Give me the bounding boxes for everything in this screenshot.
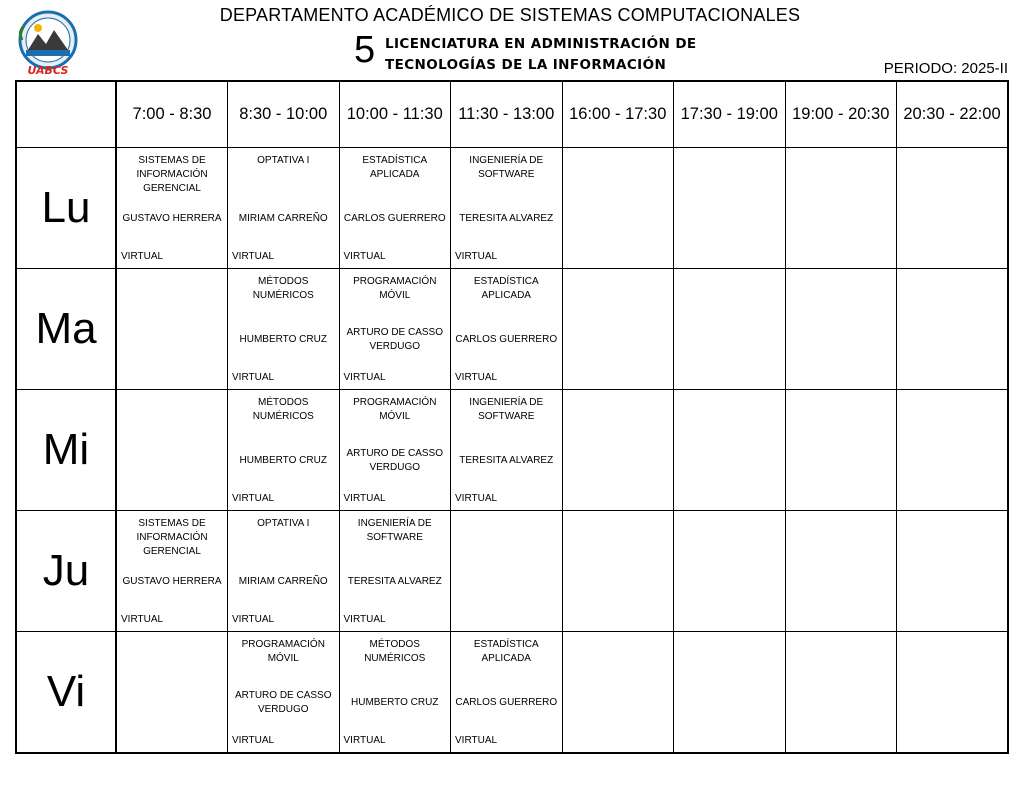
day-label: Ju bbox=[16, 511, 116, 632]
class-entry bbox=[340, 269, 451, 389]
department-title: DEPARTAMENTO ACADÉMICO DE SISTEMAS COMPUTACIONALES bbox=[219, 5, 801, 25]
class-slot bbox=[116, 511, 228, 632]
empty-slot bbox=[674, 632, 786, 754]
schedule-table bbox=[15, 80, 1009, 754]
teacher-name: CARLOS GUERRERO bbox=[343, 213, 446, 224]
class-slot bbox=[228, 632, 340, 754]
class-mode: VIRTUAL bbox=[343, 493, 386, 504]
subject-name: PROGRAMACIÓN MÓVIL bbox=[241, 639, 325, 664]
class-entry bbox=[451, 148, 562, 268]
semester-number: 5 bbox=[354, 29, 376, 71]
time-slot-header: 19:00 - 20:30 bbox=[785, 81, 897, 148]
teacher-name: ARTURO DE CASSO VERDUGO bbox=[235, 690, 332, 715]
teacher-name: CARLOS GUERRERO bbox=[455, 697, 558, 708]
empty-slot bbox=[562, 511, 674, 632]
subject-name: MÉTODOS NUMÉRICOS bbox=[252, 276, 314, 301]
day-row bbox=[16, 390, 1008, 511]
day-row bbox=[16, 632, 1008, 754]
empty-slot bbox=[785, 148, 897, 269]
class-entry bbox=[117, 511, 227, 631]
subject-name: SISTEMAS DE INFORMACIÓN GERENCIAL bbox=[136, 518, 208, 557]
day-label: Ma bbox=[16, 269, 116, 390]
class-entry bbox=[228, 148, 339, 268]
teacher-name: MIRIAM CARREÑO bbox=[238, 576, 328, 587]
class-slot bbox=[451, 390, 563, 511]
program-name-line-1: LICENCIATURA EN ADMINISTRACIÓN DE bbox=[385, 36, 697, 52]
empty-slot bbox=[116, 390, 228, 511]
class-mode: VIRTUAL bbox=[232, 372, 275, 383]
subject-name: INGENIERÍA DE SOFTWARE bbox=[469, 155, 544, 180]
class-entry bbox=[451, 269, 562, 389]
class-slot bbox=[339, 390, 451, 511]
class-mode: VIRTUAL bbox=[343, 735, 386, 746]
subject-name: INGENIERÍA DE SOFTWARE bbox=[357, 518, 432, 543]
time-slot-header: 10:00 - 11:30 bbox=[339, 81, 451, 148]
subject-name: ESTADÍSTICA APLICADA bbox=[473, 639, 539, 664]
class-slot bbox=[228, 269, 340, 390]
class-entry bbox=[228, 632, 339, 752]
subject-name: OPTATIVA I bbox=[257, 518, 310, 529]
class-slot bbox=[228, 511, 340, 632]
empty-slot bbox=[674, 269, 786, 390]
teacher-name: GUSTAVO HERRERA bbox=[122, 213, 222, 224]
time-slot-header: 7:00 - 8:30 bbox=[116, 81, 228, 148]
class-slot bbox=[116, 148, 228, 269]
class-mode: VIRTUAL bbox=[343, 372, 386, 383]
logo-text: UABCS bbox=[27, 64, 69, 77]
class-slot bbox=[339, 269, 451, 390]
subject-name: INGENIERÍA DE SOFTWARE bbox=[469, 397, 544, 422]
subject-name: ESTADÍSTICA APLICADA bbox=[362, 155, 428, 180]
class-mode: VIRTUAL bbox=[121, 251, 164, 262]
empty-slot bbox=[897, 511, 1009, 632]
class-mode: VIRTUAL bbox=[232, 493, 275, 504]
class-mode: VIRTUAL bbox=[232, 614, 275, 625]
class-entry bbox=[451, 632, 562, 752]
program-name bbox=[385, 34, 697, 76]
teacher-name: TERESITA ALVAREZ bbox=[459, 455, 554, 466]
empty-slot bbox=[897, 148, 1009, 269]
class-entry bbox=[451, 390, 562, 510]
time-slot-header: 11:30 - 13:00 bbox=[451, 81, 563, 148]
class-slot bbox=[228, 390, 340, 511]
class-entry bbox=[340, 511, 451, 631]
class-entry bbox=[228, 390, 339, 510]
empty-slot bbox=[562, 269, 674, 390]
teacher-name: GUSTAVO HERRERA bbox=[122, 576, 222, 587]
class-slot bbox=[228, 148, 340, 269]
subject-name: SISTEMAS DE INFORMACIÓN GERENCIAL bbox=[136, 155, 208, 194]
subject-name: MÉTODOS NUMÉRICOS bbox=[364, 639, 426, 664]
class-mode: VIRTUAL bbox=[232, 251, 275, 262]
class-slot bbox=[451, 632, 563, 754]
class-entry bbox=[228, 269, 339, 389]
class-entry bbox=[340, 390, 451, 510]
subject-name: ESTADÍSTICA APLICADA bbox=[473, 276, 539, 301]
empty-slot bbox=[674, 511, 786, 632]
class-slot bbox=[339, 148, 451, 269]
day-label: Lu bbox=[16, 148, 116, 269]
class-slot bbox=[339, 511, 451, 632]
class-entry bbox=[228, 511, 339, 631]
schedule-body bbox=[16, 148, 1008, 754]
empty-slot bbox=[562, 390, 674, 511]
class-mode: VIRTUAL bbox=[121, 614, 164, 625]
empty-slot bbox=[897, 269, 1009, 390]
class-slot bbox=[451, 269, 563, 390]
time-slot-header: 16:00 - 17:30 bbox=[562, 81, 674, 148]
class-slot bbox=[451, 148, 563, 269]
class-mode: VIRTUAL bbox=[232, 735, 275, 746]
teacher-name: MIRIAM CARREÑO bbox=[238, 213, 328, 224]
teacher-name: HUMBERTO CRUZ bbox=[351, 697, 439, 708]
class-mode: VIRTUAL bbox=[455, 372, 498, 383]
subject-name: OPTATIVA I bbox=[257, 155, 310, 166]
empty-slot bbox=[562, 632, 674, 754]
day-row bbox=[16, 511, 1008, 632]
subject-name: MÉTODOS NUMÉRICOS bbox=[252, 397, 314, 422]
empty-slot bbox=[116, 269, 228, 390]
empty-slot bbox=[116, 632, 228, 754]
empty-slot bbox=[785, 269, 897, 390]
corner-cell bbox=[16, 81, 116, 148]
university-logo bbox=[14, 10, 82, 78]
teacher-name: ARTURO DE CASSO VERDUGO bbox=[346, 448, 443, 473]
empty-slot bbox=[785, 632, 897, 754]
class-mode: VIRTUAL bbox=[455, 251, 498, 262]
time-slot-header: 17:30 - 19:00 bbox=[674, 81, 786, 148]
teacher-name: HUMBERTO CRUZ bbox=[239, 455, 327, 466]
time-slot-header: 20:30 - 22:00 bbox=[897, 81, 1009, 148]
teacher-name: ARTURO DE CASSO VERDUGO bbox=[346, 327, 443, 352]
class-mode: VIRTUAL bbox=[455, 735, 498, 746]
class-entry bbox=[340, 148, 451, 268]
empty-slot bbox=[451, 511, 563, 632]
subject-name: PROGRAMACIÓN MÓVIL bbox=[353, 276, 437, 301]
empty-slot bbox=[785, 390, 897, 511]
class-entry bbox=[117, 148, 227, 268]
teacher-name: CARLOS GUERRERO bbox=[455, 334, 558, 345]
empty-slot bbox=[562, 148, 674, 269]
class-entry bbox=[340, 632, 451, 752]
program-name-line-2: TECNOLOGÍAS DE LA INFORMACIÓN bbox=[385, 57, 667, 73]
period-label: PERIODO: 2025-II bbox=[883, 60, 1008, 77]
time-slot-header-row bbox=[16, 81, 1008, 148]
empty-slot bbox=[897, 632, 1009, 754]
day-row bbox=[16, 148, 1008, 269]
empty-slot bbox=[674, 148, 786, 269]
subject-name: PROGRAMACIÓN MÓVIL bbox=[353, 397, 437, 422]
day-row bbox=[16, 269, 1008, 390]
empty-slot bbox=[785, 511, 897, 632]
time-slot-header: 8:30 - 10:00 bbox=[228, 81, 340, 148]
teacher-name: TERESITA ALVAREZ bbox=[347, 576, 442, 587]
teacher-name: HUMBERTO CRUZ bbox=[239, 334, 327, 345]
empty-slot bbox=[674, 390, 786, 511]
day-label: Mi bbox=[16, 390, 116, 511]
empty-slot bbox=[897, 390, 1009, 511]
class-mode: VIRTUAL bbox=[455, 493, 498, 504]
class-mode: VIRTUAL bbox=[343, 614, 386, 625]
class-mode: VIRTUAL bbox=[343, 251, 386, 262]
teacher-name: TERESITA ALVAREZ bbox=[459, 213, 554, 224]
day-label: Vi bbox=[16, 632, 116, 754]
class-slot bbox=[339, 632, 451, 754]
